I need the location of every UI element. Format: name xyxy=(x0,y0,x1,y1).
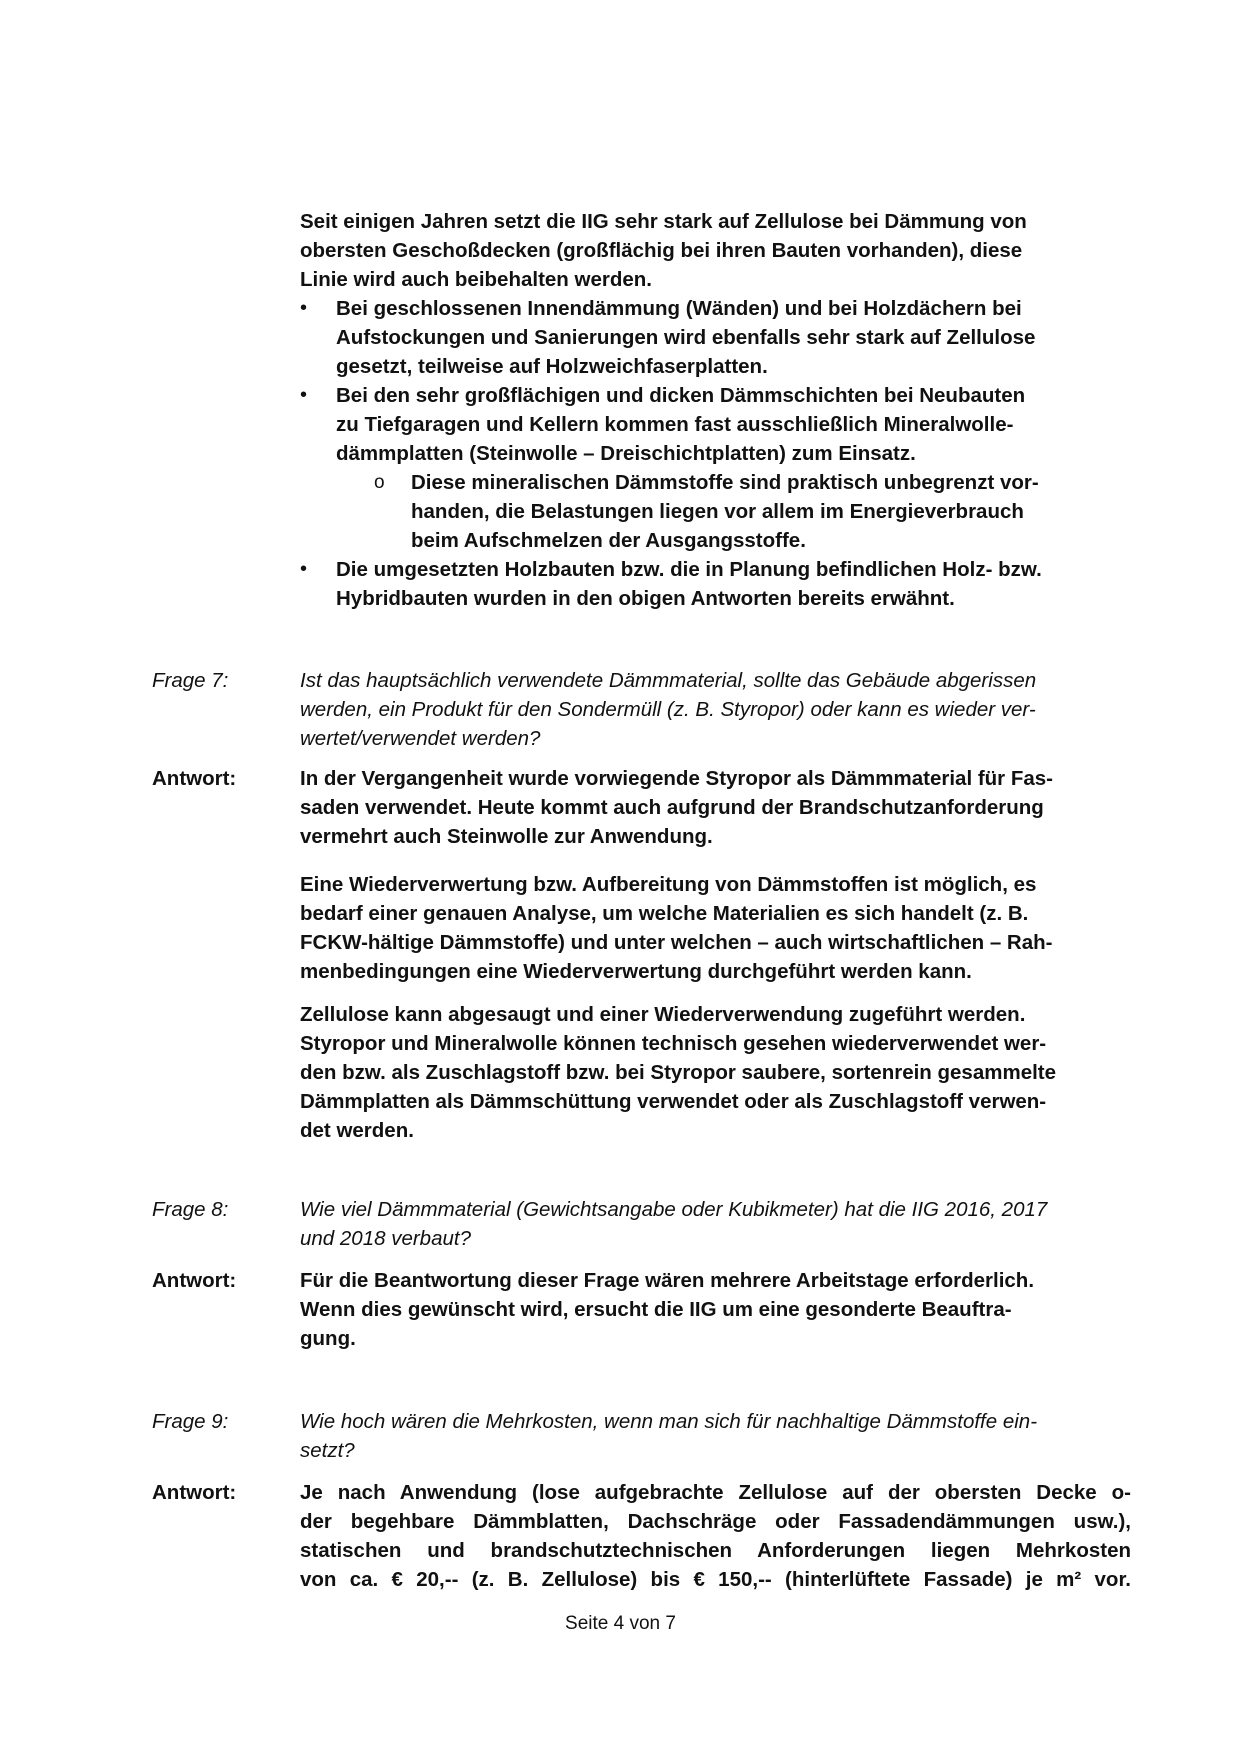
answer-label: Antwort: xyxy=(152,767,237,790)
answer-label: Antwort: xyxy=(152,1481,237,1504)
answer-line: menbedingungen eine Wiederverwertung durchgeführt werden kann. xyxy=(300,960,972,983)
answer-line: Je nach Anwendung (lose aufgebrachte Zellulose auf der obersten Decke o- xyxy=(300,1481,1131,1504)
answer-label: Antwort: xyxy=(152,1269,237,1292)
answer-line: der begehbare Dämmblatten, Dachschräge oder Fassadendämmungen usw.), xyxy=(300,1510,1131,1533)
answer-line: Für die Beantwortung dieser Frage wären mehrere Arbeitstage erforderlich. xyxy=(300,1269,1035,1292)
question-label: Frage 7: xyxy=(152,669,229,692)
question-line: setzt? xyxy=(300,1439,355,1462)
bullet-line: Bei den sehr großflächigen und dicken Dämmschichten bei Neubauten xyxy=(336,384,1026,407)
answer-line: det werden. xyxy=(300,1119,414,1142)
intro-line: Linie wird auch beibehalten werden. xyxy=(300,268,652,291)
answer-line: statischen und brandschutztechnischen Anforderungen liegen Mehrkosten xyxy=(300,1539,1131,1562)
page-number: Seite 4 von 7 xyxy=(565,1613,676,1634)
answer-line: gung. xyxy=(300,1327,356,1350)
bullet-line: gesetzt, teilweise auf Holzweichfaserplatten. xyxy=(336,355,768,378)
bullet-line: Die umgesetzten Holzbauten bzw. die in Planung befindlichen Holz- bzw. xyxy=(336,558,1042,581)
answer-line: In der Vergangenheit wurde vorwiegende Styropor als Dämmmaterial für Fas- xyxy=(300,767,1054,790)
sub-bullet-line: Diese mineralischen Dämmstoffe sind praktisch unbegrenzt vor- xyxy=(411,471,1039,494)
intro-line: Seit einigen Jahren setzt die IIG sehr stark auf Zellulose bei Dämmung von xyxy=(300,210,1027,233)
bullet-marker: • xyxy=(300,297,308,319)
answer-line: von ca. € 20,-- (z. B. Zellulose) bis € 150,-- (hinterlüftete Fassade) je m² vor. xyxy=(300,1568,1131,1591)
answer-line: saden verwendet. Heute kommt auch aufgrund der Brandschutzanforderung xyxy=(300,796,1044,819)
answer-line: Wenn dies gewünscht wird, ersucht die IIG um eine gesonderte Beauftra- xyxy=(300,1298,1012,1321)
answer-line: Dämmplatten als Dämmschüttung verwendet oder als Zuschlagstoff verwen- xyxy=(300,1090,1047,1113)
bullet-line: Bei geschlossenen Innendämmung (Wänden) und bei Holzdächern bei xyxy=(336,297,1022,320)
sub-bullet-line: beim Aufschmelzen der Ausgangsstoffe. xyxy=(411,529,806,552)
bullet-line: Aufstockungen und Sanierungen wird ebenfalls sehr stark auf Zellulose xyxy=(336,326,1036,349)
bullet-line: zu Tiefgaragen und Kellern kommen fast ausschließlich Mineralwolle- xyxy=(336,413,1014,436)
bullet-marker: • xyxy=(300,558,308,580)
question-line: Wie hoch wären die Mehrkosten, wenn man sich für nachhaltige Dämmstoffe ein- xyxy=(300,1410,1038,1433)
answer-line: Zellulose kann abgesaugt und einer Wiederverwendung zugeführt werden. xyxy=(300,1003,1026,1026)
answer-line: bedarf einer genauen Analyse, um welche Materialien es sich handelt (z. B. xyxy=(300,902,1029,925)
question-line: und 2018 verbaut? xyxy=(300,1227,471,1250)
question-label: Frage 9: xyxy=(152,1410,229,1433)
bullet-line: dämmplatten (Steinwolle – Dreischichtplatten) zum Einsatz. xyxy=(336,442,916,465)
bullet-line: Hybridbauten wurden in den obigen Antworten bereits erwähnt. xyxy=(336,587,955,610)
answer-line: vermehrt auch Steinwolle zur Anwendung. xyxy=(300,825,713,848)
sub-bullet-marker: o xyxy=(374,472,385,493)
question-line: werden, ein Produkt für den Sondermüll (z. B. Styropor) oder kann es wieder ver- xyxy=(300,698,1036,721)
question-line: Ist das hauptsächlich verwendete Dämmmaterial, sollte das Gebäude abgerissen xyxy=(300,669,1037,692)
intro-line: obersten Geschoßdecken (großflächig bei ihren Bauten vorhanden), diese xyxy=(300,239,1023,262)
question-line: wertet/verwendet werden? xyxy=(300,727,541,750)
bullet-marker: • xyxy=(300,384,308,406)
sub-bullet-line: handen, die Belastungen liegen vor allem im Energieverbrauch xyxy=(411,500,1024,523)
question-label: Frage 8: xyxy=(152,1198,229,1221)
question-line: Wie viel Dämmmaterial (Gewichtsangabe oder Kubikmeter) hat die IIG 2016, 2017 xyxy=(300,1198,1048,1221)
answer-line: Styropor und Mineralwolle können technisch gesehen wiederverwendet wer- xyxy=(300,1032,1047,1055)
answer-line: den bzw. als Zuschlagstoff bzw. bei Styropor saubere, sortenrein gesammelte xyxy=(300,1061,1057,1084)
answer-line: Eine Wiederverwertung bzw. Aufbereitung von Dämmstoffen ist möglich, es xyxy=(300,873,1037,896)
answer-line: FCKW-hältige Dämmstoffe) und unter welchen – auch wirtschaftlichen – Rah- xyxy=(300,931,1053,954)
